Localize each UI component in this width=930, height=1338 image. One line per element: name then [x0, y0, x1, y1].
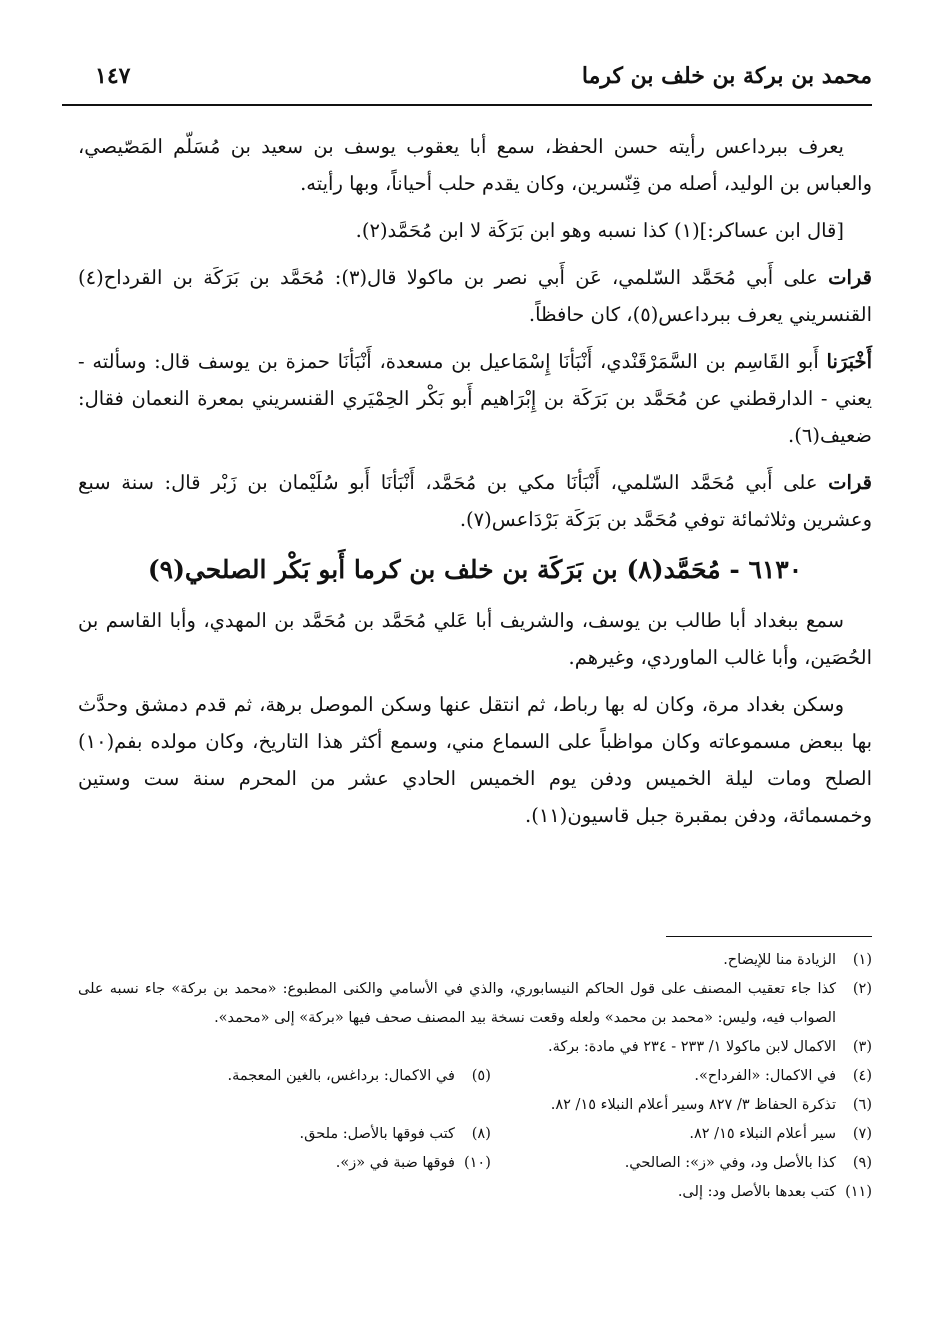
paragraph: قرات على أَبي مُحَمَّد السّلمي، عَن أَبي نصر بن ماكولا قال(٣): مُحَمَّد بن بَرَكَة بن القرداح(٤) القنسريني يعرف ببرداعس(٥)، كان حافظاً. [78, 266, 872, 326]
footnote: (٣) الاكمال لابن ماكولا ١/ ٢٣٣ - ٢٣٤ في مادة: بركة. [547, 1039, 872, 1055]
footnote: (١١) كتب بعدها بالأصل ود: إلى. [677, 1184, 872, 1200]
paragraph: يعرف ببرداعس رأيته حسن الحفظ، سمع أبا يعقوب يوسف بن سعيد بن مُسَلّم المَصّيصي، والعباس بن الوليد، أصله من قِنّسرين، وكان يقدم حلب أحياناً، وبها رأيته. [78, 135, 872, 195]
paragraph: [قال ابن عساكر:](١) كذا نسبه وهو ابن بَرَكَة لا ابن مُحَمَّد(٢). [355, 219, 844, 242]
paragraph-lead: قرات [828, 266, 872, 289]
running-title: محمد بن بركة بن خلف بن كرما [581, 63, 872, 89]
footnote: (٨) كتب فوقها بالأصل: ملحق. [299, 1126, 491, 1142]
footnote-divider [666, 936, 872, 937]
page-number: ١٤٧ [95, 63, 131, 89]
footnote: (٩) كذا بالأصل ود، وفي «ز»: الصالحي. [624, 1155, 872, 1171]
footnote: (١٠) فوقها ضبة في «ز». [335, 1155, 491, 1171]
footnote-row [78, 1149, 872, 1178]
header-divider [62, 104, 872, 106]
paragraph: سمع ببغداد أبا طالب بن يوسف، والشريف أبا عَلي مُحَمَّد بن مُحَمَّد بن المهدي، وأبا القاسم بن الحُصَين، وأبا غالب الماوردي، وغيرهم. [78, 609, 872, 669]
paragraph-lead: قرات [828, 471, 872, 494]
page-header [95, 54, 872, 98]
footnote-row [78, 1062, 872, 1091]
main-text [78, 128, 872, 844]
paragraph: قرات على أَبي مُحَمَّد السّلمي، أَنْبَأنَا مكي بن مُحَمَّد، أَنْبَأنَا أَبو سُلَيْمان بن زَبْر قال: سنة سبع وعشرين وثلاثمائة توفي مُحَمَّد بن بَرَكَة بَرْدَاعس(٧). [78, 471, 872, 531]
paragraph: وسكن بغداد مرة، وكان له بها رباط، ثم انتقل عنها وسكن الموصل برهة، ثم قدم دمشق وحدَّث بها ببعض مسموعاته وكان مواظباً على السماع مني، وسمع أكثر هذا التاريخ، وكان مولده بفم(١٠) الصلح ومات ليلة الخميس ودفن يوم الخميس الحادي عشر من المحرم سنة ست وستين وخمسمائة، ودفن بمقبرة جبل قاسيون(١١). [78, 693, 872, 827]
footnote: (٢) كذا جاء تعقيب المصنف على قول الحاكم النيسابوري، والذي في الأسامي والكنى المطبوع: «محمد بن بركة» جاء نسبه على الصواب فيه، وليس: «محمد بن محمد» ولعله وقعت نسخة بيد المصنف صحف فيها «بركة» إلى «محمد». [78, 981, 872, 1026]
footnotes [78, 946, 872, 1207]
paragraph-lead: أَخْبَرَنا [826, 350, 872, 373]
footnote: (٤) في الاكمال: «الفرداح». [694, 1068, 872, 1084]
footnote: (٦) تذكرة الحفاظ ٣/ ٨٢٧ وسير أعلام النبلاء ١٥/ ٨٢. [550, 1097, 872, 1113]
entry-heading: ٦١٣٠ - مُحَمَّد(٨) بن بَرَكَة بن خلف بن كرما أَبو بَكْر الصلحي(٩) [147, 555, 803, 584]
footnote: (٥) في الاكمال: برداغس، بالغين المعجمة. [227, 1068, 491, 1084]
paragraph: أَخْبَرَنا أَبو القَاسِم بن السَّمَرْقَنْدي، أَنْبَأنَا إِسْمَاعيل بن مسعدة، أَنْبَأنَا حمزة بن يوسف قال: وسألته - يعني - الدارقطني عن مُحَمَّد بن بَرَكَة بن إِبْرَاهيم أَبو بَكْر الحِمْيَري القنسريني بمعرة النعمان فقال: ضعيف(٦). [78, 350, 872, 447]
footnote: (١) الزيادة منا للإيضاح. [723, 952, 872, 968]
footnote: (٧) سير أعلام النبلاء ١٥/ ٨٢. [689, 1126, 872, 1142]
footnote-row [78, 1120, 872, 1149]
